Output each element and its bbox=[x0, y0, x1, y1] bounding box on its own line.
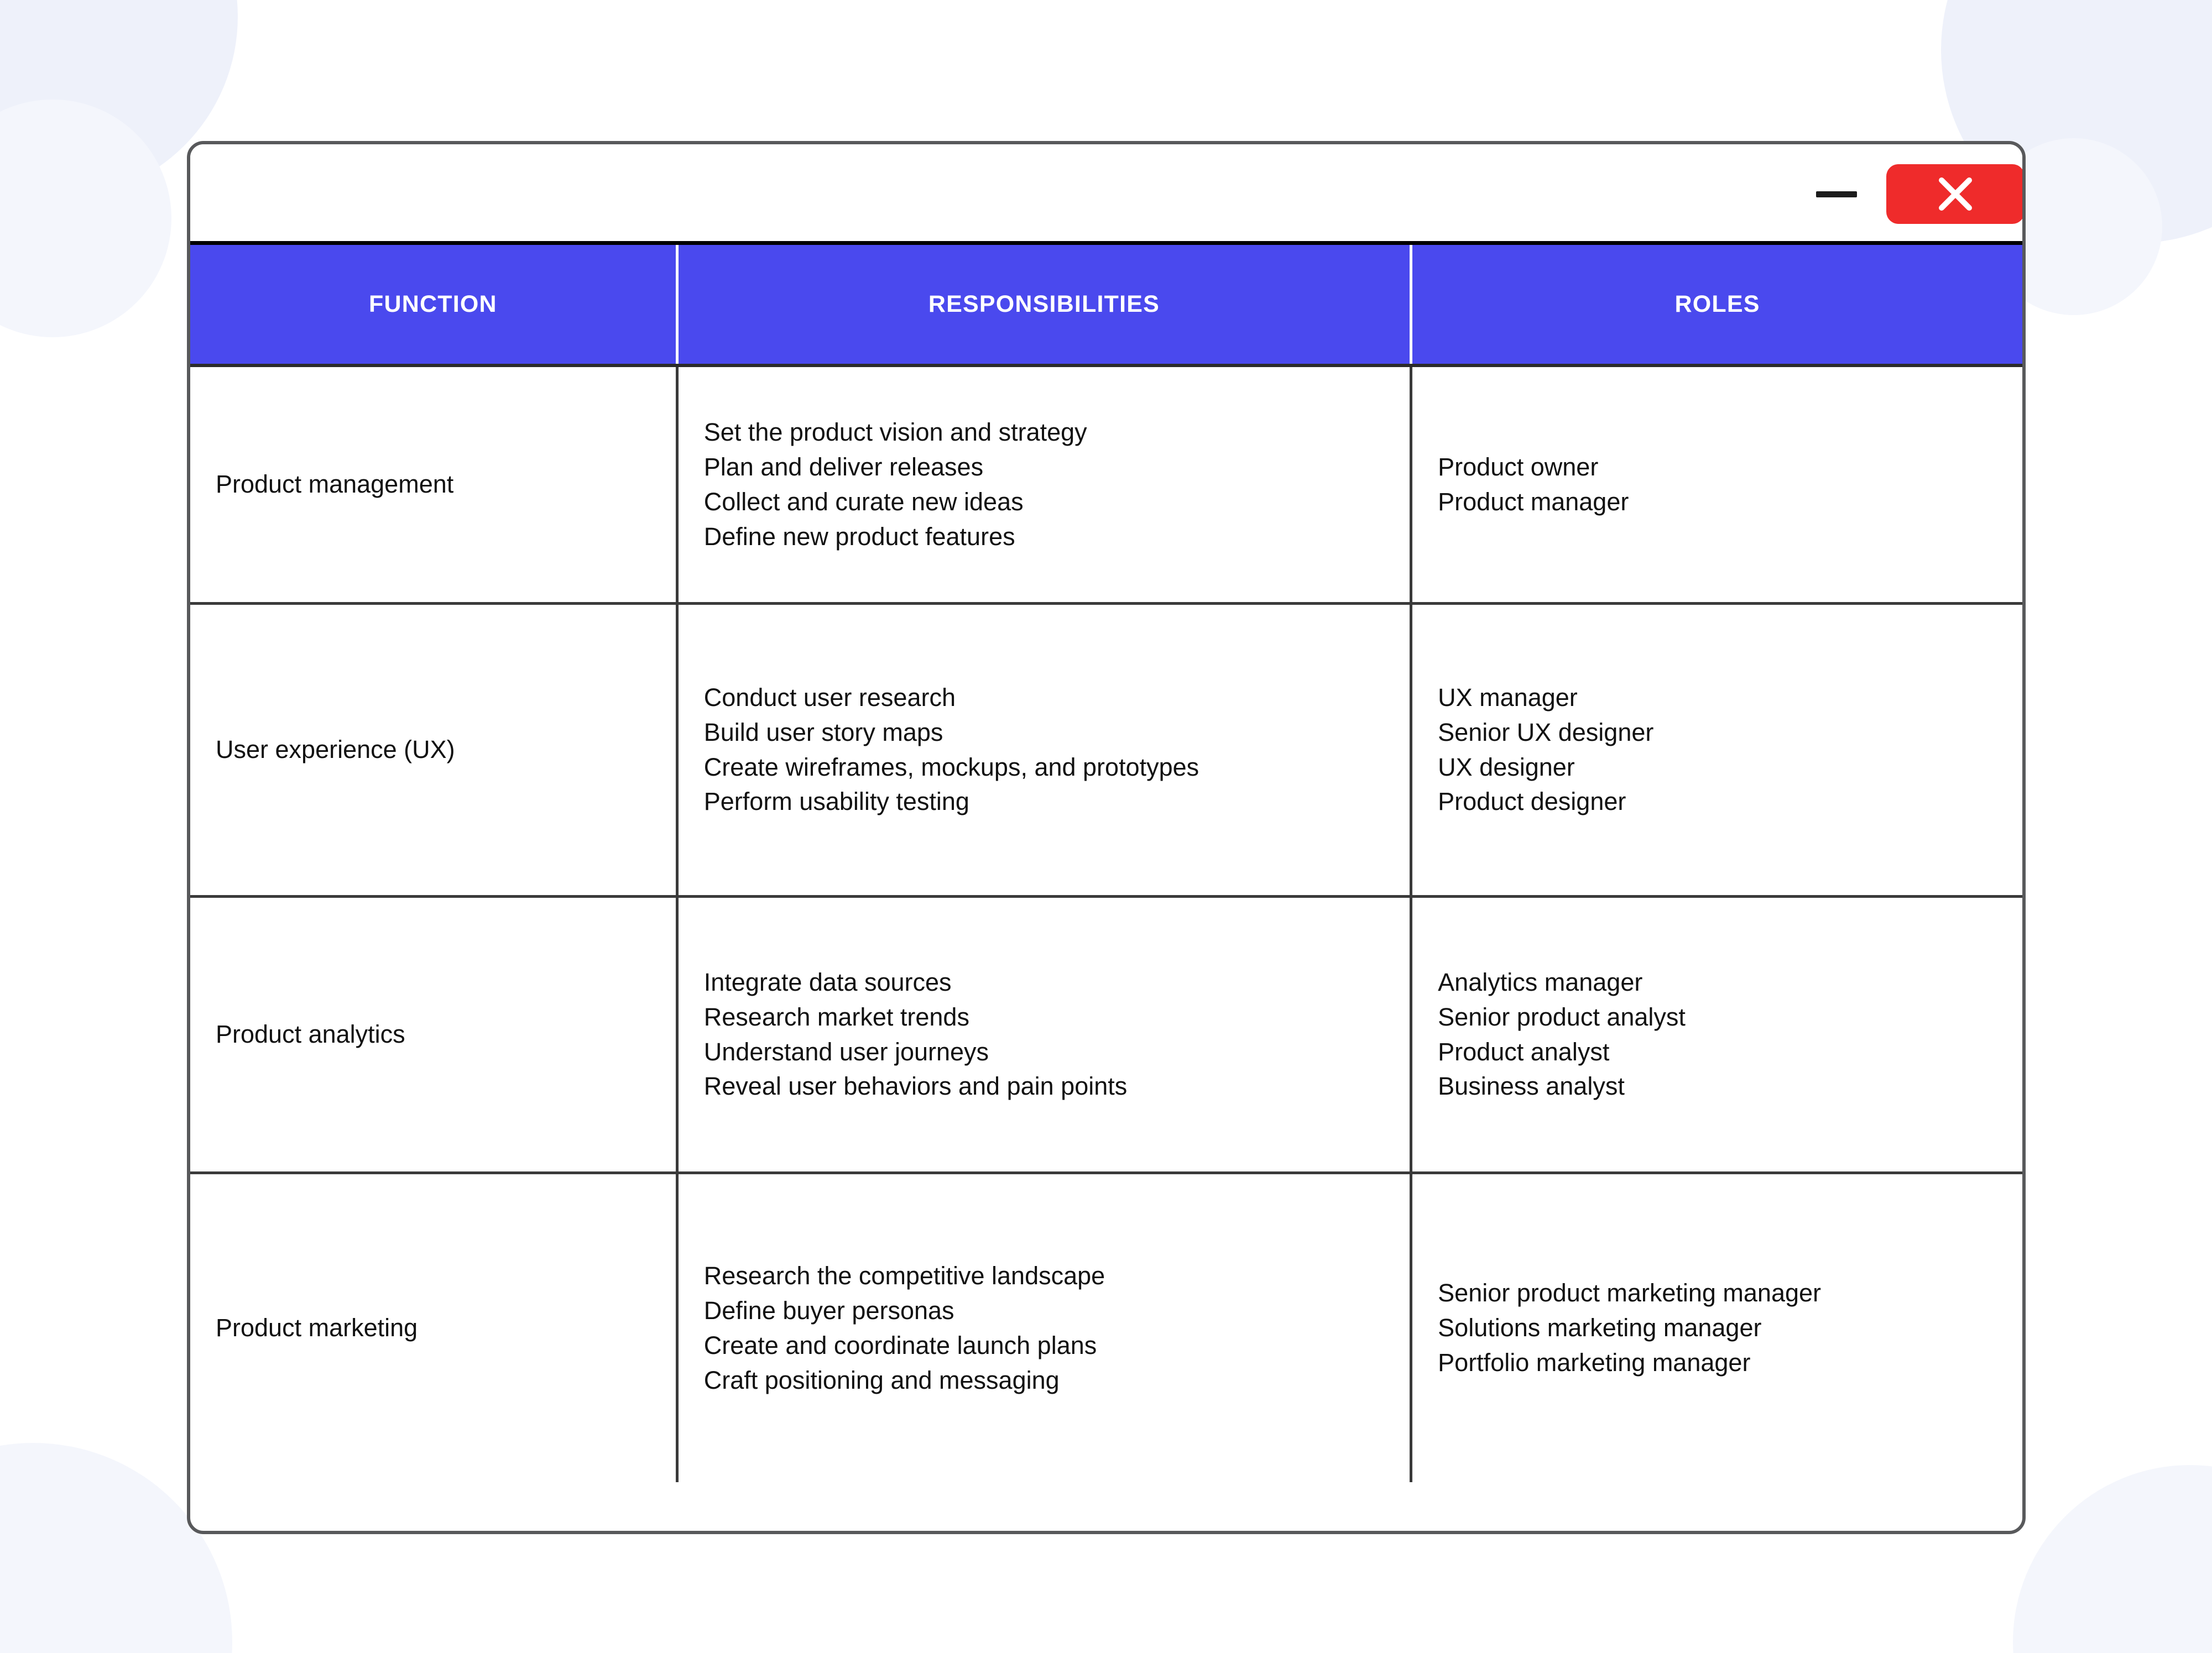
role-item: Solutions marketing manager bbox=[1438, 1314, 1762, 1342]
responsibility-item: Define new product features bbox=[703, 522, 1015, 551]
role-item: UX designer bbox=[1438, 752, 1575, 781]
responsibility-item: Understand user journeys bbox=[703, 1037, 989, 1066]
responsibility-item: Conduct user research bbox=[703, 683, 956, 712]
column-header-roles: ROLES bbox=[1411, 245, 2022, 365]
cell-function: Product marketing bbox=[190, 1173, 677, 1482]
responsibility-item: Build user story maps bbox=[703, 718, 943, 746]
responsibility-item: Create wireframes, mockups, and prototypes bbox=[703, 752, 1199, 781]
role-item: Product analyst bbox=[1438, 1037, 1610, 1066]
responsibility-item: Craft positioning and messaging bbox=[703, 1366, 1060, 1394]
cell-function: Product management bbox=[190, 365, 677, 603]
column-header-function: FUNCTION bbox=[190, 245, 677, 365]
table-row bbox=[190, 365, 2022, 603]
window-titlebar bbox=[190, 144, 2022, 245]
responsibility-item: Integrate data sources bbox=[703, 967, 952, 996]
decorative-blob-bottom-right bbox=[2013, 1465, 2212, 1653]
table-row bbox=[190, 1173, 2022, 1482]
cell-responsibilities bbox=[677, 896, 1411, 1173]
cell-responsibilities bbox=[677, 603, 1411, 896]
responsibility-item: Define buyer personas bbox=[703, 1296, 954, 1325]
role-item: Analytics manager bbox=[1438, 967, 1643, 996]
cell-responsibilities bbox=[677, 365, 1411, 603]
table-row bbox=[190, 603, 2022, 896]
role-item: Senior product marketing manager bbox=[1438, 1279, 1822, 1307]
role-item: Senior product analyst bbox=[1438, 1002, 1686, 1031]
table-container bbox=[190, 245, 2022, 1482]
cell-roles bbox=[1411, 1173, 2022, 1482]
responsibility-item: Collect and curate new ideas bbox=[703, 487, 1024, 516]
responsibility-item: Perform usability testing bbox=[703, 787, 969, 816]
cell-function: Product analytics bbox=[190, 896, 677, 1173]
cell-roles bbox=[1411, 603, 2022, 896]
responsibility-item: Research the competitive landscape bbox=[703, 1262, 1105, 1290]
close-icon bbox=[1931, 169, 1980, 219]
cell-roles bbox=[1411, 896, 2022, 1173]
responsibility-item: Create and coordinate launch plans bbox=[703, 1331, 1097, 1359]
table-row bbox=[190, 896, 2022, 1173]
responsibility-item: Plan and deliver releases bbox=[703, 452, 984, 481]
role-item: Portfolio marketing manager bbox=[1438, 1348, 1751, 1377]
role-item: Senior UX designer bbox=[1438, 718, 1654, 746]
close-button[interactable] bbox=[1886, 164, 2025, 224]
minimize-icon bbox=[1816, 191, 1857, 197]
role-item: Product designer bbox=[1438, 787, 1626, 816]
functions-responsibilities-roles-table bbox=[190, 245, 2022, 1482]
column-header-responsibilities: RESPONSIBILITIES bbox=[677, 245, 1411, 365]
role-item: Business analyst bbox=[1438, 1072, 1625, 1101]
minimize-button[interactable] bbox=[1809, 177, 1864, 211]
window-frame bbox=[187, 141, 2026, 1534]
responsibility-item: Set the product vision and strategy bbox=[703, 418, 1087, 447]
responsibility-item: Research market trends bbox=[703, 1002, 969, 1031]
role-item: UX manager bbox=[1438, 683, 1578, 712]
window-controls bbox=[1809, 164, 2022, 224]
cell-function: User experience (UX) bbox=[190, 603, 677, 896]
role-item: Product owner bbox=[1438, 452, 1599, 481]
role-item: Product manager bbox=[1438, 487, 1629, 516]
responsibility-item: Reveal user behaviors and pain points bbox=[703, 1072, 1128, 1101]
cell-responsibilities bbox=[677, 1173, 1411, 1482]
cell-roles bbox=[1411, 365, 2022, 603]
table-header-row bbox=[190, 245, 2022, 365]
